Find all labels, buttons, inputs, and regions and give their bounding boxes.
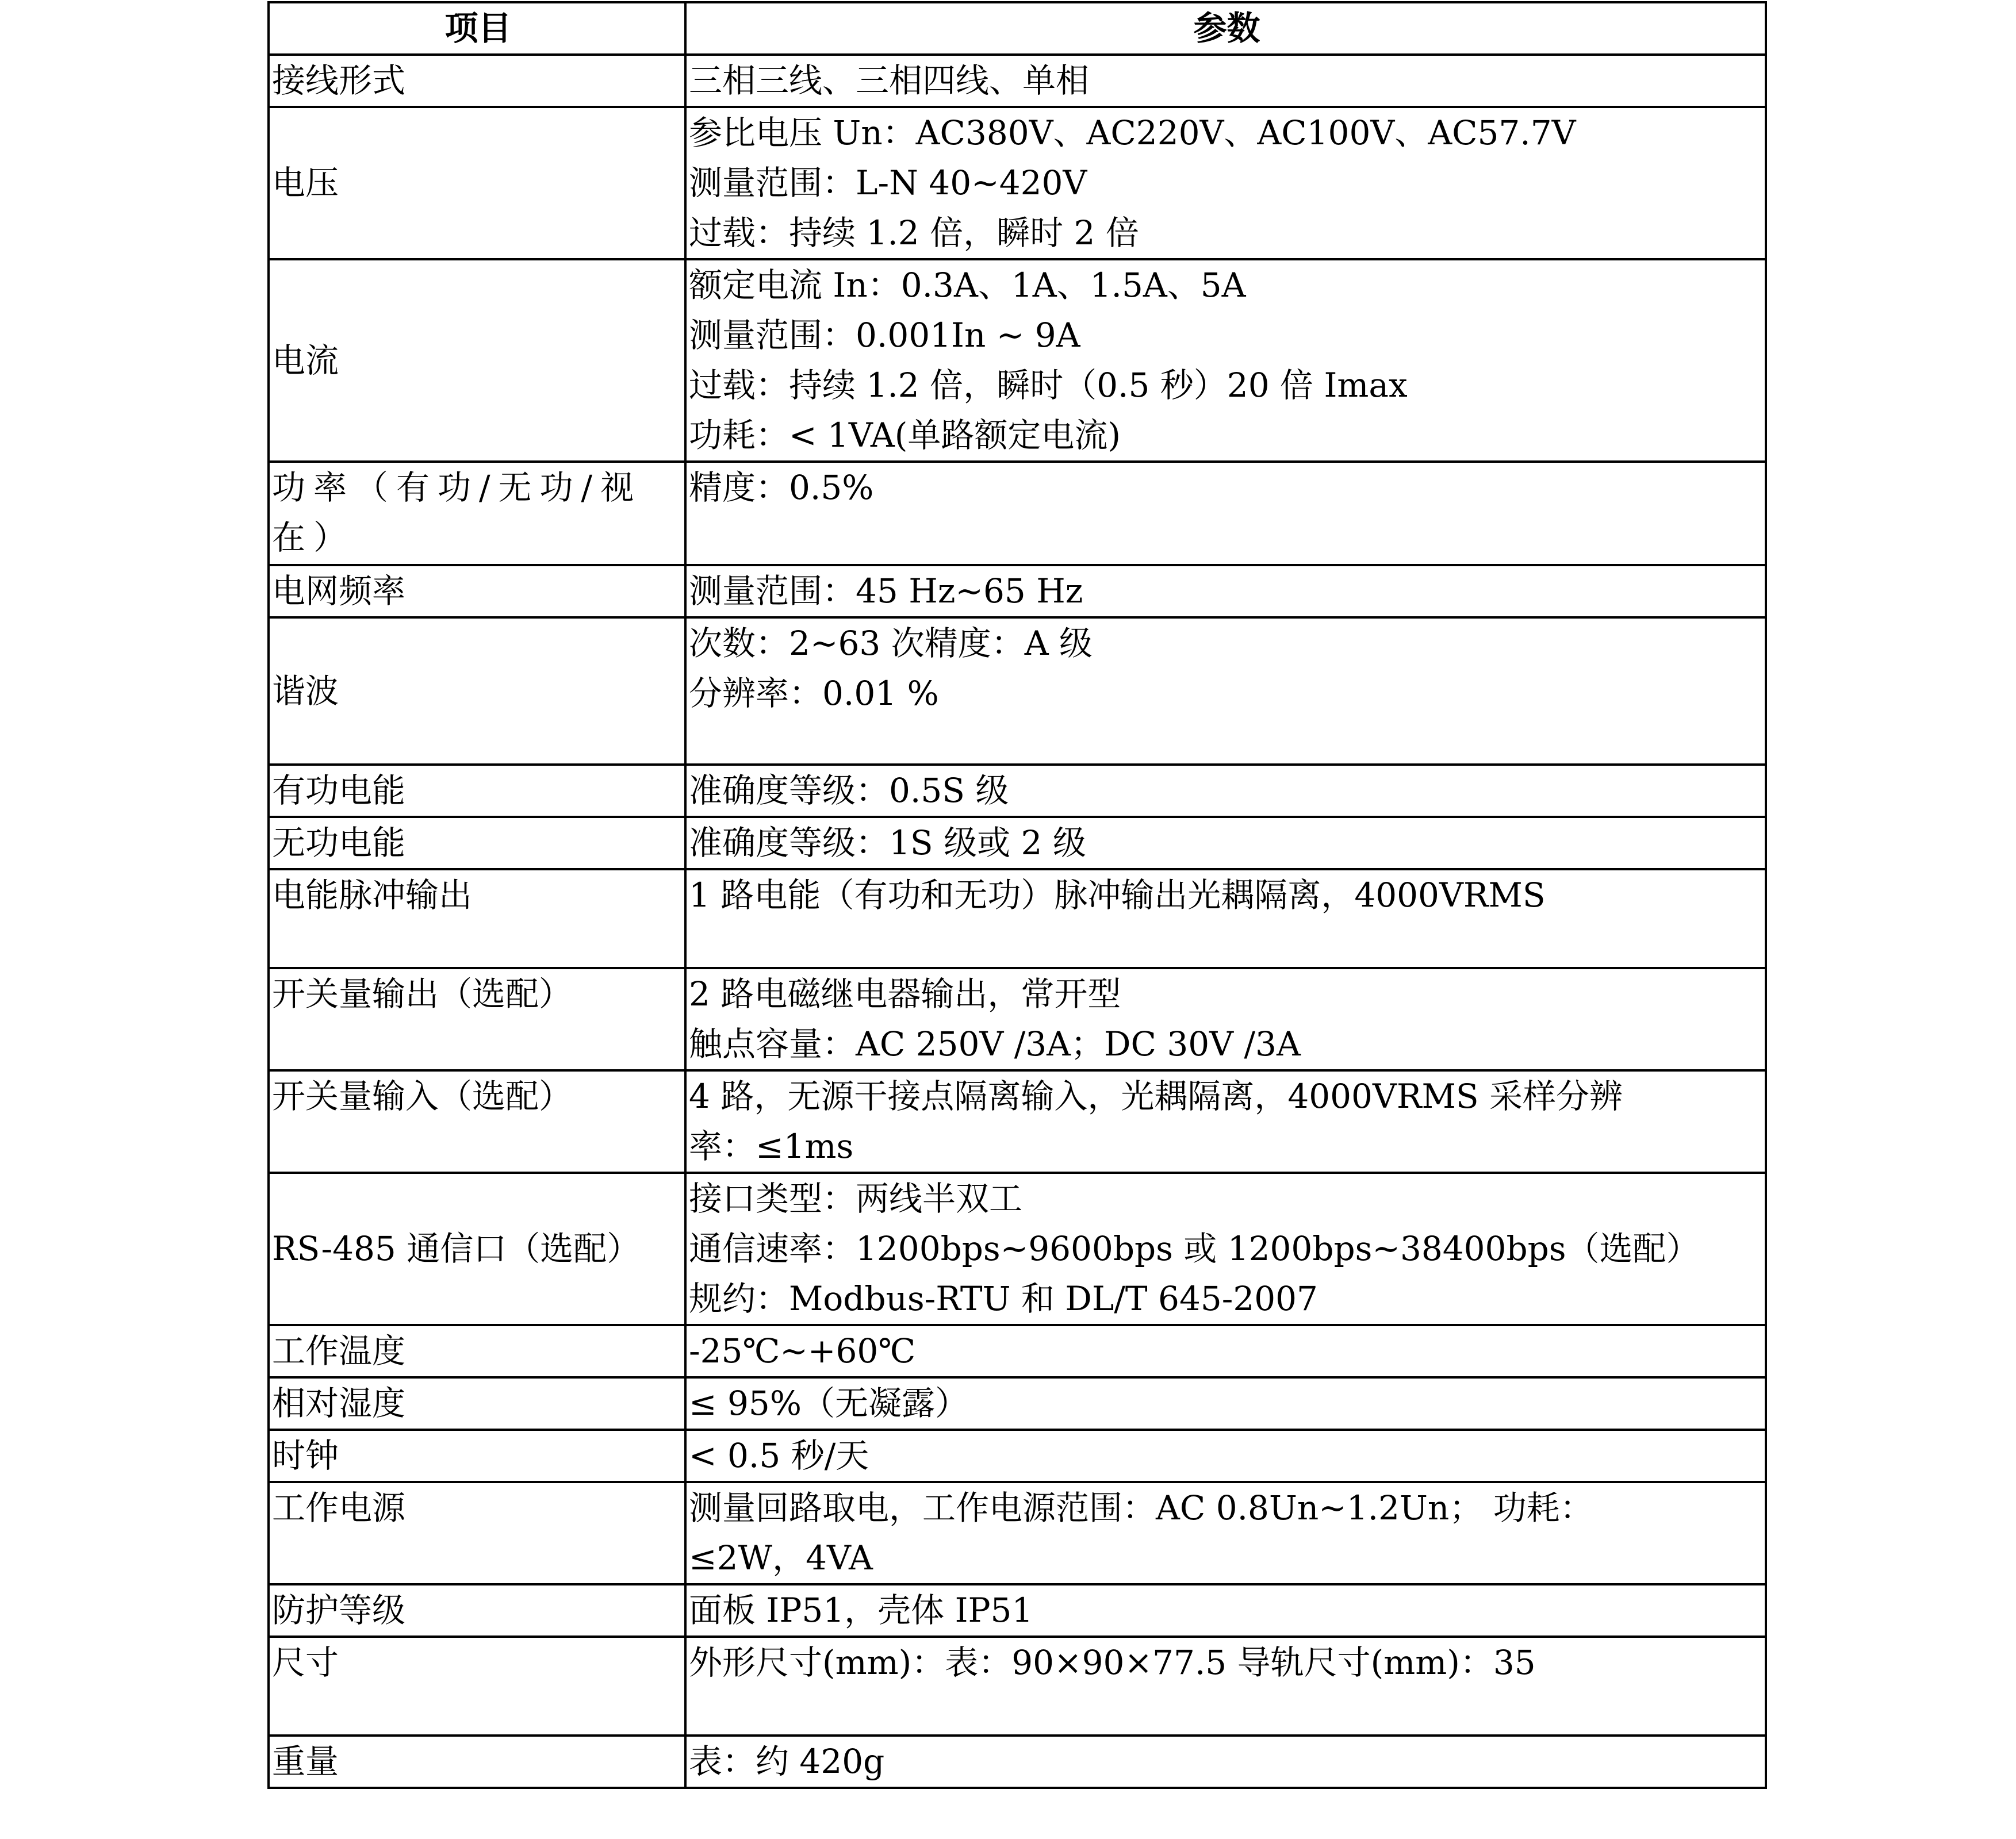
param-harmonics	[685, 617, 1766, 765]
param-line: 2 路电磁继电器输出，常开型	[689, 974, 1121, 1013]
param-line: -25℃~+60℃	[689, 1331, 916, 1370]
item-voltage: 电压	[269, 107, 685, 259]
table-header-row	[269, 2, 1766, 55]
item-digital-output: 开关量输出（选配）	[269, 968, 685, 1070]
param-line: 外形尺寸(mm)：表：90×90×77.5 导轨尺寸(mm)：35	[689, 1643, 1536, 1682]
row-frequency	[269, 565, 1766, 617]
param-line: 1 路电能（有功和无功）脉冲输出光耦隔离，4000VRMS	[689, 876, 1546, 915]
param-line: ≤2W，4VA	[689, 1538, 873, 1577]
param-line: 准确度等级：1S 级或 2 级	[689, 823, 1086, 862]
param-weight	[685, 1736, 1766, 1788]
row-active-energy	[269, 765, 1766, 817]
header-param: 参数	[685, 2, 1766, 55]
param-line: 触点容量：AC 250V /3A；DC 30V /3A	[689, 1024, 1301, 1064]
param-connection	[685, 55, 1766, 107]
row-power	[269, 462, 1766, 565]
row-relative-humidity	[269, 1377, 1766, 1430]
param-power	[685, 462, 1766, 565]
param-digital-output	[685, 968, 1766, 1070]
item-frequency: 电网频率	[269, 565, 685, 617]
row-digital-output	[269, 968, 1766, 1070]
item-relative-humidity: 相对湿度	[269, 1377, 685, 1430]
row-harmonics	[269, 617, 1766, 765]
row-power-supply	[269, 1482, 1766, 1584]
item-protection-class: 防护等级	[269, 1584, 685, 1637]
param-line: 表：约 420g	[689, 1742, 885, 1781]
param-relative-humidity	[685, 1377, 1766, 1430]
param-active-energy	[685, 765, 1766, 817]
row-reactive-energy	[269, 817, 1766, 869]
param-line: 接口类型：两线半双工	[689, 1179, 1023, 1218]
row-current	[269, 259, 1766, 462]
row-clock	[269, 1430, 1766, 1482]
item-reactive-energy: 无功电能	[269, 817, 685, 869]
item-power-supply: 工作电源	[269, 1482, 685, 1584]
item-dimensions: 尺寸	[269, 1637, 685, 1736]
row-digital-input	[269, 1070, 1766, 1173]
param-line: 测量范围：L-N 40~420V	[689, 163, 1087, 202]
param-line: 三相三线、三相四线、单相	[689, 61, 1090, 100]
item-operating-temperature: 工作温度	[269, 1325, 685, 1377]
param-line: 率：≤1ms	[689, 1127, 854, 1166]
item-connection: 接线形式	[269, 55, 685, 107]
item-harmonics: 谐波	[269, 617, 685, 765]
param-line: ≤ 95%（无凝露）	[689, 1384, 968, 1423]
param-pulse-output	[685, 869, 1766, 968]
item-clock: 时钟	[269, 1430, 685, 1482]
item-rs485: RS-485 通信口（选配）	[269, 1173, 685, 1325]
item-weight: 重量	[269, 1736, 685, 1788]
item-pulse-output: 电能脉冲输出	[269, 869, 685, 968]
param-line: 4 路，无源干接点隔离输入，光耦隔离，4000VRMS 采样分辨	[689, 1077, 1623, 1116]
header-item: 项目	[269, 2, 685, 55]
param-line: 精度：0.5%	[689, 468, 874, 507]
param-line: 额定电流 In：0.3A、1A、1.5A、5A	[689, 266, 1246, 305]
row-rs485	[269, 1173, 1766, 1325]
row-pulse-output	[269, 869, 1766, 968]
item-power: 功率（有功/无功/视在）	[269, 462, 685, 565]
param-line: 测量范围：45 Hz~65 Hz	[689, 571, 1083, 611]
param-line: 面板 IP51，壳体 IP51	[689, 1591, 1033, 1630]
param-clock	[685, 1430, 1766, 1482]
param-line: 次数：2~63 次精度：A 级	[689, 624, 1093, 663]
param-protection-class	[685, 1584, 1766, 1637]
row-connection	[269, 55, 1766, 107]
param-voltage	[685, 107, 1766, 259]
param-line: 过载：持续 1.2 倍，瞬时（0.5 秒）20 倍 Imax	[689, 366, 1408, 405]
row-operating-temperature	[269, 1325, 1766, 1377]
param-current	[685, 259, 1766, 462]
param-line: 功耗：< 1VA(单路额定电流)	[689, 416, 1121, 455]
param-operating-temperature	[685, 1325, 1766, 1377]
item-digital-input: 开关量输入（选配）	[269, 1070, 685, 1173]
param-reactive-energy	[685, 817, 1766, 869]
param-line: 规约：Modbus-RTU 和 DL/T 645-2007	[689, 1279, 1318, 1318]
spec-table	[267, 1, 1767, 1789]
param-dimensions	[685, 1637, 1766, 1736]
param-rs485	[685, 1173, 1766, 1325]
param-line: 过载：持续 1.2 倍，瞬时 2 倍	[689, 213, 1139, 252]
item-active-energy: 有功电能	[269, 765, 685, 817]
param-line: 通信速率：1200bps~9600bps 或 1200bps~38400bps（选配）	[689, 1229, 1700, 1268]
row-protection-class	[269, 1584, 1766, 1637]
row-voltage	[269, 107, 1766, 259]
param-digital-input	[685, 1070, 1766, 1173]
param-power-supply	[685, 1482, 1766, 1584]
param-line: < 0.5 秒/天	[689, 1436, 869, 1475]
param-line: 参比电压 Un：AC380V、AC220V、AC100V、AC57.7V	[689, 113, 1576, 152]
param-frequency	[685, 565, 1766, 617]
row-weight	[269, 1736, 1766, 1788]
param-line: 准确度等级：0.5S 级	[689, 771, 1009, 810]
param-line: 测量范围：0.001In ~ 9A	[689, 316, 1080, 355]
item-current: 电流	[269, 259, 685, 462]
row-dimensions	[269, 1637, 1766, 1736]
param-line: 分辨率：0.01 %	[689, 674, 939, 713]
param-line: 测量回路取电，工作电源范围：AC 0.8Un~1.2Un； 功耗：	[689, 1488, 1593, 1527]
